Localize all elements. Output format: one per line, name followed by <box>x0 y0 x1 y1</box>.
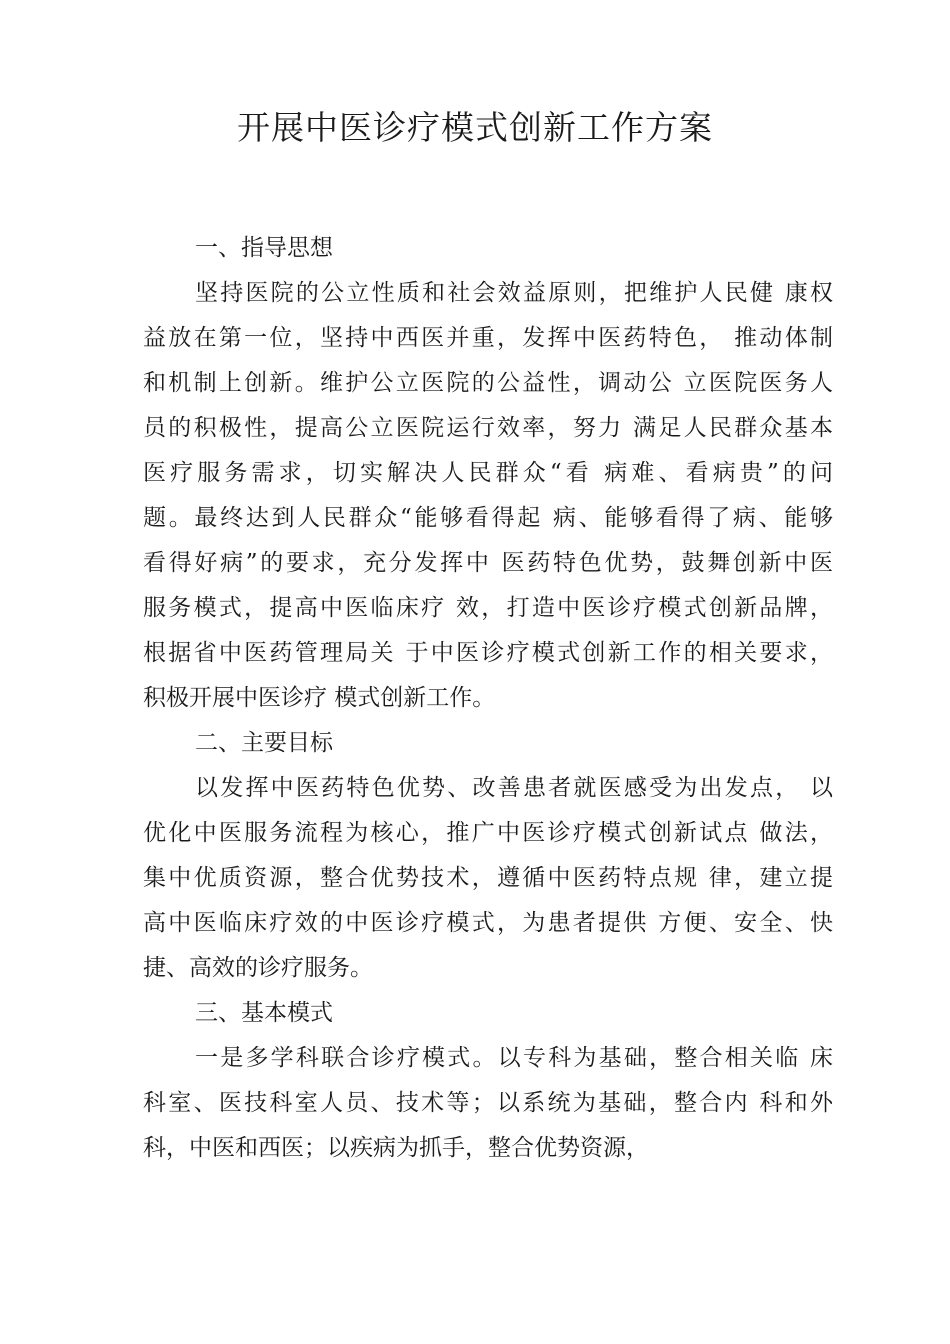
section-paragraph-main-goals <box>143 766 833 991</box>
paragraph-line: 高中医临床疗效的中医诊疗模式，为患者提供 方便、安全、快 <box>143 910 833 936</box>
document-body <box>143 226 833 1171</box>
section-heading-basic-model: 三、基本模式 <box>195 1000 333 1026</box>
paragraph-line: 医疗服务需求，切实解决人民群众“看 病难、看病贵”的问 <box>143 460 833 486</box>
paragraph-line: 一是多学科联合诊疗模式。以专科为基础，整合相关临 床 <box>195 1045 833 1071</box>
paragraph-line: 坚持医院的公立性质和社会效益原则，把维护人民健 康权 <box>195 280 833 306</box>
section-heading-main-goals: 二、主要目标 <box>195 730 333 756</box>
paragraph-line: 科室、医技科室人员、技术等；以系统为基础，整合内 科和外 <box>143 1090 833 1116</box>
section-heading-guiding-ideology: 一、指导思想 <box>195 235 333 261</box>
paragraph-line: 科，中医和西医；以疾病为抓手，整合优势资源， <box>143 1135 649 1161</box>
section-paragraph-basic-model <box>143 1036 833 1171</box>
section-paragraph-guiding-ideology <box>143 271 833 721</box>
paragraph-line: 以发挥中医药特色优势、改善患者就医感受为出发点， 以 <box>195 775 833 801</box>
paragraph-line: 员的积极性，提高公立医院运行效率，努力 满足人民群众基本 <box>143 415 833 441</box>
paragraph-line: 积极开展中医诊疗 模式创新工作。 <box>143 685 496 711</box>
paragraph-line: 益放在第一位，坚持中西医并重，发挥中医药特色， 推动体制 <box>143 325 833 351</box>
paragraph-line: 题。最终达到人民群众“能够看得起 病、能够看得了病、能够 <box>143 505 833 531</box>
paragraph-line: 和机制上创新。维护公立医院的公益性，调动公 立医院医务人 <box>143 370 833 396</box>
paragraph-line: 根据省中医药管理局关 于中医诊疗模式创新工作的相关要求， <box>143 640 833 666</box>
paragraph-line: 优化中医服务流程为核心，推广中医诊疗模式创新试点 做法， <box>143 820 833 846</box>
paragraph-line: 集中优质资源，整合优势技术，遵循中医药特点规 律，建立提 <box>143 865 833 891</box>
paragraph-line: 捷、高效的诊疗服务。 <box>143 955 373 981</box>
paragraph-line: 看得好病”的要求，充分发挥中 医药特色优势，鼓舞创新中医 <box>143 550 833 576</box>
document-title: 开展中医诊疗模式创新工作方案 <box>237 108 713 147</box>
paragraph-line: 服务模式，提高中医临床疗 效，打造中医诊疗模式创新品牌， <box>143 595 833 621</box>
